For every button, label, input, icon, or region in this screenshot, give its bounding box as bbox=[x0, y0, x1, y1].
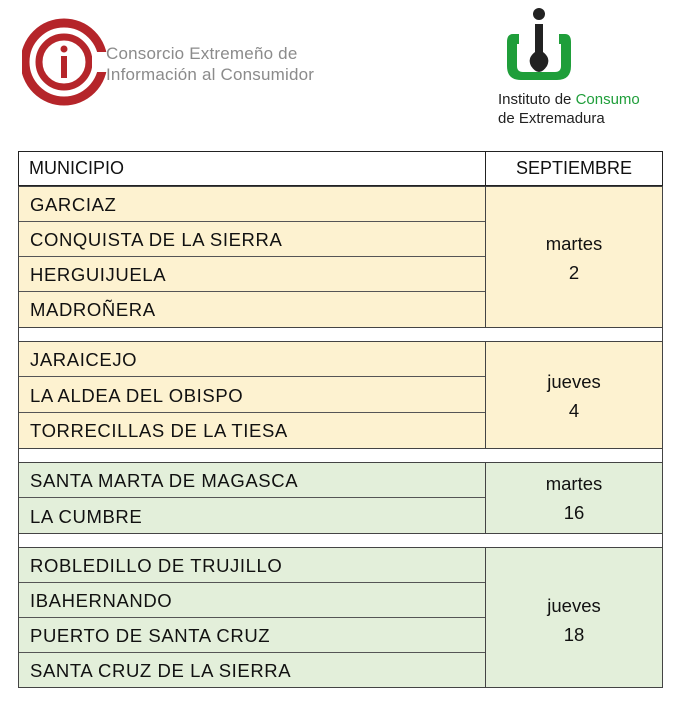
municipio-name: LA ALDEA DEL OBISPO bbox=[30, 385, 244, 406]
instituto-logo-text bbox=[498, 90, 640, 128]
cexic-logo-text bbox=[106, 43, 314, 85]
date-number: 18 bbox=[563, 624, 585, 645]
table-row bbox=[19, 499, 485, 534]
date-day: martes bbox=[545, 233, 603, 254]
instituto-line1b: Consumo bbox=[575, 91, 640, 108]
group-3 bbox=[18, 462, 663, 534]
instituto-line2: de Extremadura bbox=[498, 110, 605, 127]
table-row bbox=[19, 548, 485, 583]
cexic-line2: Información al Consumidor bbox=[106, 65, 315, 84]
cexic-line1: Consorcio Extremeño de bbox=[106, 44, 298, 63]
date-number: 4 bbox=[568, 400, 580, 421]
date-number: 16 bbox=[563, 502, 585, 523]
group-1 bbox=[18, 186, 663, 328]
municipio-name: CONQUISTA DE LA SIERRA bbox=[30, 229, 283, 250]
municipio-name: MADROÑERA bbox=[30, 299, 156, 320]
table-row bbox=[19, 222, 485, 257]
group-2 bbox=[18, 341, 663, 449]
municipio-name: PUERTO DE SANTA CRUZ bbox=[30, 625, 271, 646]
group-date bbox=[486, 229, 662, 287]
table-row bbox=[19, 463, 485, 498]
municipio-name: IBAHERNANDO bbox=[30, 590, 173, 611]
table-row bbox=[19, 342, 485, 377]
municipio-name: GARCIAZ bbox=[30, 194, 117, 215]
group-date bbox=[486, 591, 662, 649]
date-day: jueves bbox=[547, 595, 601, 616]
municipio-name: HERGUIJUELA bbox=[30, 264, 167, 285]
municipio-name: TORRECILLAS DE LA TIESA bbox=[30, 420, 288, 441]
instituto-consumo-logo bbox=[497, 4, 667, 129]
table-row bbox=[19, 413, 485, 448]
municipio-name: ROBLEDILLO DE TRUJILLO bbox=[30, 555, 283, 576]
table-row bbox=[19, 653, 485, 688]
cexic-logo-icon bbox=[22, 14, 108, 110]
municipio-name: LA CUMBRE bbox=[30, 506, 143, 527]
group-date bbox=[486, 367, 662, 425]
municipio-name: SANTA MARTA DE MAGASCA bbox=[30, 470, 299, 491]
table-header bbox=[18, 151, 663, 186]
header-municipio: MUNICIPIO bbox=[29, 158, 125, 178]
table-row bbox=[19, 257, 485, 292]
date-number: 2 bbox=[568, 262, 580, 283]
cexic-logo bbox=[22, 14, 342, 110]
municipio-name: JARAICEJO bbox=[30, 349, 138, 370]
table-row bbox=[19, 378, 485, 413]
schedule-table bbox=[18, 151, 663, 688]
group-4 bbox=[18, 547, 663, 688]
table-row bbox=[19, 292, 485, 327]
instituto-line1a: Instituto de bbox=[498, 91, 576, 108]
group-date bbox=[486, 469, 662, 527]
date-day: jueves bbox=[547, 371, 601, 392]
municipio-name: SANTA CRUZ DE LA SIERRA bbox=[30, 660, 292, 681]
table-row bbox=[19, 583, 485, 618]
date-day: martes bbox=[545, 473, 603, 494]
table-row bbox=[19, 618, 485, 653]
header-month: SEPTIEMBRE bbox=[515, 158, 633, 178]
info-i-logo-icon bbox=[499, 4, 579, 88]
table-row bbox=[19, 187, 485, 222]
